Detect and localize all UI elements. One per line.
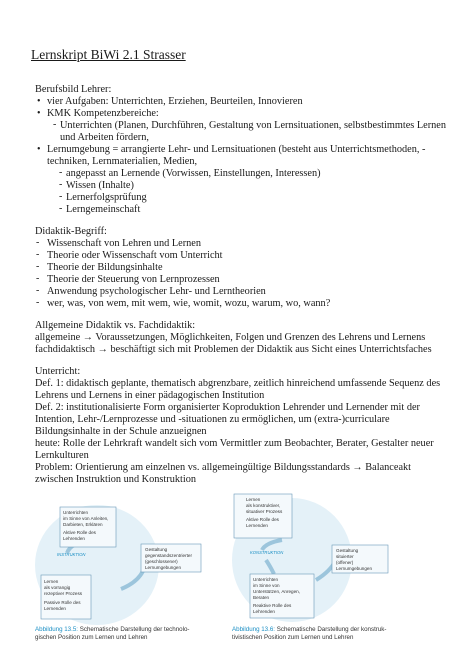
berufsbild-item-aufgaben: vier Aufgaben: Unterrichten, Erziehen, Beurteilen, Innovieren (47, 96, 303, 107)
lernumgebung-line1: Lernumgebung = arrangierte Lehr- und Lernsituationen (besteht aus Unterrichtsmethoden, - (47, 144, 426, 155)
caption-text: tivistischen Position zum Lernen und Lehren (232, 634, 354, 641)
lernumgebung-sub: Wissen (Inhalte) (66, 180, 134, 191)
dash-icon: - (36, 285, 40, 296)
box-lernen-text: Lernen als vorrangig rezeptiver Prozess Passive Rolle des Lernenden (44, 579, 83, 611)
didaktik-item: Wissenschaft von Lehren und Lernen (47, 238, 201, 249)
caption-figure-13-6 (232, 626, 442, 642)
page-title: Lernskript BiWi 2.1 Strasser (31, 47, 186, 62)
figure-konstruktion (232, 488, 412, 626)
unterricht-line: Def. 1: didaktisch geplante, thematisch abgrenzbare, zeitlich hinreichend umfassende Sequenz des (35, 378, 441, 389)
dash-icon: - (53, 119, 57, 130)
allgemein-heading: Allgemeine Didaktik vs. Fachdidaktik: (35, 320, 196, 331)
didaktik-heading: Didaktik-Begriff: (35, 226, 107, 237)
bullet-icon: • (37, 144, 41, 155)
box-gestaltung-text: Gestaltung gegenstandszentrierter (geschlossener) Lernumgebungen (145, 547, 192, 570)
unterricht-line: Intention, Lehr-/Lernprozesse und -situationen zu ermöglichen, um (extra-)curriculare (35, 414, 390, 425)
bullet-icon: • (37, 108, 41, 119)
dash-icon: - (59, 203, 63, 214)
caption-figure-13-5 (35, 626, 235, 642)
unterricht-heading: Unterricht: (35, 366, 81, 377)
kmk-unterrichten: Unterrichten (Planen, Durchführen, Gestaltung von Lernsituationen, selbstbestimmtes Lernen (60, 120, 447, 131)
figure-instruktion (35, 493, 215, 626)
dash-icon: - (36, 297, 40, 308)
allgemein-line1: allgemeine → Voraussetzungen, Möglichkeiten, Folgen und Grenzen des Lehrens und Lernens (35, 332, 426, 343)
unterricht-line: Bildungsinhalte in der Schule anzueignen (35, 426, 207, 437)
unterricht-line: zwischen Instruktion und Konstruktion (35, 474, 197, 485)
unterricht-line: Problem: Orientierung am einzelnen vs. allgemeingültige Bildungsstandards → Balanceakt (35, 462, 412, 473)
berufsbild-item-kmk: KMK Kompetenzbereiche: (47, 108, 159, 119)
center-label-instruktion: INSTRUKTION (57, 552, 86, 557)
didaktik-item: Theorie oder Wissenschaft vom Unterricht (47, 250, 223, 261)
dash-icon: - (36, 249, 40, 260)
dash-icon: - (59, 167, 63, 178)
center-label-konstruktion: KONSTRUKTION (250, 550, 284, 555)
box-unterrichten-text: Unterrichten im Sinne von Anleiten, Darbieten, Erklären Aktive Rolle des Lehrenden (63, 510, 109, 541)
dash-icon: - (36, 273, 40, 284)
allgemein-line2: fachdidaktisch → beschäftigt sich mit Problemen der Didaktik aus Sicht eines Unterrichtsfaches (35, 344, 432, 355)
didaktik-item: wer, was, von wem, mit wem, wie, womit, wozu, warum, wo, wann? (47, 298, 331, 309)
unterricht-line: heute: Rolle der Lehrkraft wandelt sich vom Vermittler zum Beobachter, Berater, Gestalter neuer (35, 438, 434, 449)
box-lernen-text: Lernen als konstruktiver, situativer Prozess Aktive Rolle des Lernenden (246, 497, 283, 528)
caption-text: Schematische Darstellung der technolo- (78, 626, 190, 633)
box-lernen (234, 494, 292, 538)
dash-icon: - (36, 261, 40, 272)
box-gestaltung-text: Gestaltung situierter (offener) Lernumgebungen (336, 548, 373, 571)
lernumgebung-sub: Lernerfolgsprüfung (66, 192, 147, 203)
unterricht-line: Def. 2: institutionalisierte Form organisierter Koproduktion Lehrender und Lernender mit der (35, 402, 420, 413)
dash-icon: - (36, 237, 40, 248)
lernumgebung-sub: Lerngemeinschaft (66, 204, 141, 215)
didaktik-item: Theorie der Steuerung von Lernprozessen (47, 274, 220, 285)
dash-icon: - (59, 179, 63, 190)
didaktik-item: Theorie der Bildungsinhalte (47, 262, 163, 273)
kmk-unterrichten-cont: und Arbeiten fördern, (60, 132, 149, 143)
didaktik-item: Anwendung psychologischer Lehr- und Lerntheorien (47, 286, 266, 297)
caption-text: gischen Position zum Lernen und Lehren (35, 634, 148, 641)
unterricht-line: Lernkulturen (35, 450, 89, 461)
caption-label: Abbildung 13.5: (35, 626, 79, 633)
dash-icon: - (59, 191, 63, 202)
bullet-icon: • (37, 96, 41, 107)
caption-label: Abbildung 13.6: (232, 626, 276, 633)
caption-text: Schematische Darstellung der konstruk- (275, 626, 387, 633)
unterricht-line: Lehrens und Lernens in einer pädagogischen Institution (35, 390, 265, 401)
box-unterrichten-text: Unterrichten im Sinne von Unterstützen, Anregen, Beraten Reaktive Rolle des Lehrenden (253, 577, 300, 614)
lernumgebung-sub: angepasst an Lernende (Vorwissen, Einstellungen, Interessen) (66, 168, 321, 179)
lernumgebung-line2: techniken, Lernmaterialien, Medien, (47, 156, 198, 167)
berufsbild-heading: Berufsbild Lehrer: (35, 84, 112, 95)
